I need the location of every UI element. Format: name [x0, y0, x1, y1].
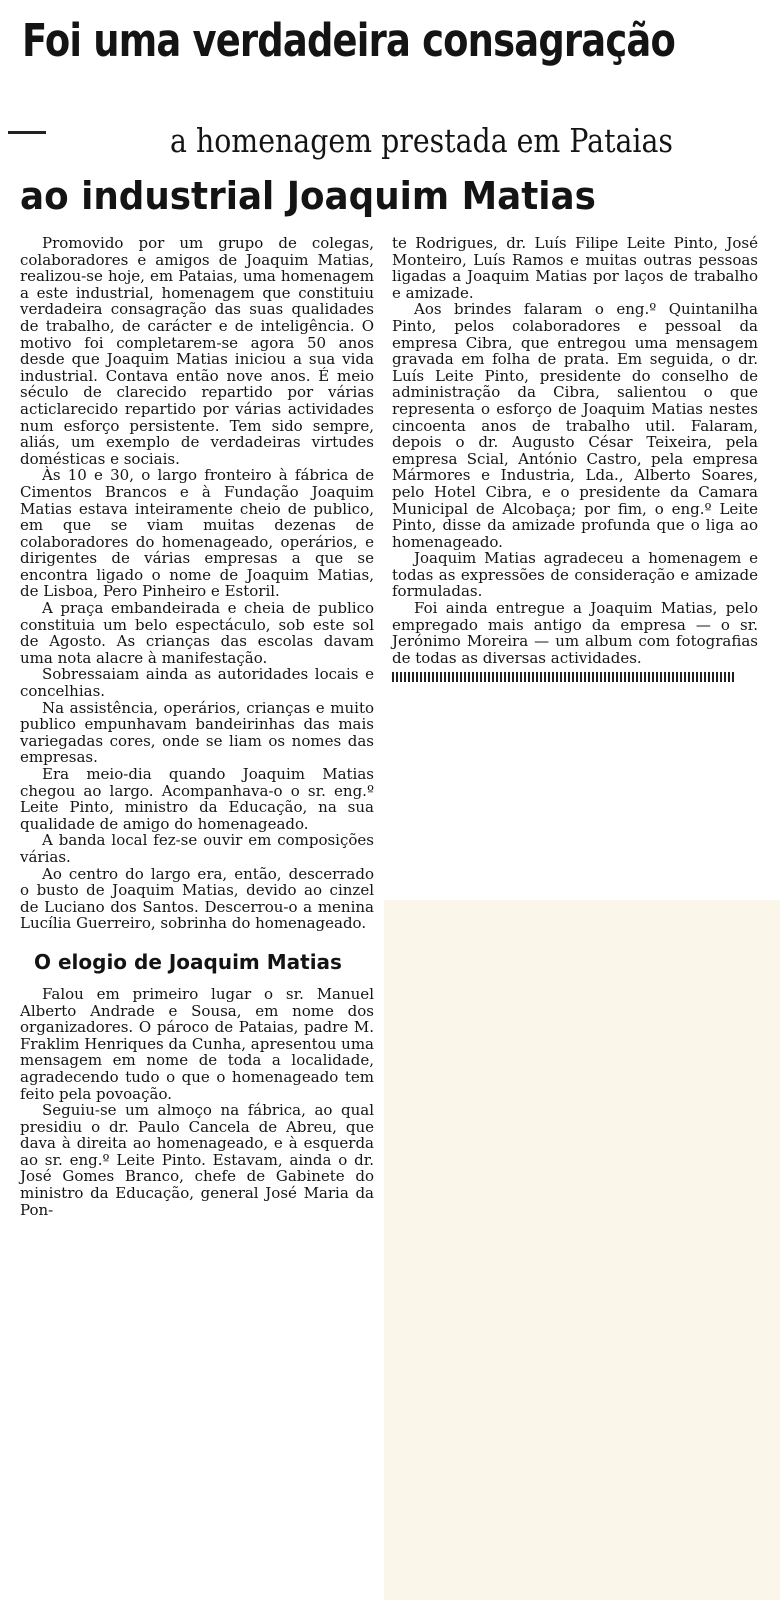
paragraph-continued: te Rodrigues, dr. Luís Filipe Leite Pinto, José Monteiro, Luís Ramos e muitas outras pessoas ligadas a Joaquim Matias por laços de trabalho e amizade.	[392, 234, 758, 302]
paragraph: Era meio-dia quando Joaquim Matias chegou ao largo. Acompanhava-o o sr. eng.º Leite Pinto, ministro da Educação, na sua qualidade de amigo do homenageado.	[20, 765, 374, 833]
subhead: ao industrial Joaquim Matias	[20, 174, 596, 218]
headline: Foi uma verdadeira consagração	[22, 14, 676, 67]
section-heading: O elogio de Joaquim Matias	[34, 949, 342, 974]
article-column-right	[392, 235, 758, 682]
paragraph: Falou em primeiro lugar o sr. Manuel Alberto Andrade e Sousa, em nome dos organizadores. O pároco de Pataias, padre M. Fraklim Henriques da Cunha, apresentou uma mensagem em nome de toda a localidade, agradecendo tudo o que o homenageado tem feito pela povoação.	[20, 984, 374, 1103]
kicker: a homenagem prestada em Pataias	[170, 121, 673, 160]
paragraph: A praça embandeirada e cheia de publico constituia um belo espectáculo, sob este sol de Agosto. As crianças das escolas davam uma nota alacre à manifestação.	[20, 599, 374, 667]
end-rule	[392, 672, 736, 682]
paragraph: Seguiu-se um almoço na fábrica, ao qual presidiu o dr. Paulo Cancela de Abreu, que dava à direita ao homenageado, e à esquerda ao sr. eng.º Leite Pinto. Estavam, ainda o dr. José Gomes Branco, chefe de Gabinete do ministro da Educação, general José Maria da Pon-	[20, 1101, 374, 1219]
paragraph: Às 10 e 30, o largo fronteiro à fábrica de Cimentos Brancos e à Fundação Joaquim Matias estava inteiramente cheio de publico, em que se viam muitas dezenas de colaboradores do homenageado, operários, e dirigentes de várias empresas a que se encontra ligado o nome de Joaquim Matias, de Lisboa, Pero Pinheiro e Estoril.	[20, 466, 374, 601]
margin-mark	[8, 131, 46, 134]
paragraph: Aos brindes falaram o eng.º Quintanilha Pinto, pelos colaboradores e pessoal da empresa Cibra, que entregou uma mensagem gravada em folha de prata. Em seguida, o dr. Luís Leite Pinto, presidente do conselho de administração da Cibra, salientou o que representa o esforço de Joaquim Matias nestes cincoenta anos de trabalho util. Falaram, depois o dr. Augusto César Teixeira, pela empresa Scial, António Castro, pela empresa Mármores e Industria, Lda., Alberto Soares, pelo Hotel Cibra, e o presidente da Camara Municipal de Alcobaça; por fim, o eng.º Leite Pinto, disse da amizade profunda que o liga ao homenageado.	[392, 300, 758, 551]
paragraph: Promovido por um grupo de colegas, colaboradores e amigos de Joaquim Matias, realizou-se hoje, em Pataias, uma homenagem a este industrial, homenagem que constituiu verdadeira consagração das suas qualidades de trabalho, de carácter e de inteligência. O motivo foi completarem-se agora 50 anos desde que Joaquim Matias iniciou a sua vida industrial. Contava então nove anos. É meio século de clarecido repartido por várias acticlarecido repartido por várias actividades num esforço persistente. Tem sido sempre, aliás, um exemplo de verdadeiras virtudes domésticas e sociais.	[20, 234, 374, 468]
paragraph: Na assistência, operários, crianças e muito publico empunhavam bandeirinhas das mais variegadas cores, onde se liam os nomes das empresas.	[20, 698, 374, 767]
paragraph: Joaquim Matias agradeceu a homenagem e todas as expressões de consideração e amizade formuladas.	[392, 549, 758, 601]
article-column-left	[20, 235, 374, 1218]
paragraph: Foi ainda entregue a Joaquim Matias, pelo empregado mais antigo da empresa — o sr. Jerónimo Moreira — um album com fotografias de todas as diversas actividades.	[392, 599, 758, 667]
paragraph: A banda local fez-se ouvir em composições várias.	[20, 831, 374, 866]
paragraph: Sobressaiam ainda as autoridades locais e concelhias.	[20, 665, 374, 701]
paragraph: Ao centro do largo era, então, descerrado o busto de Joaquim Matias, devido ao cinzel de Luciano dos Santos. Descerrou-o a menina Lucília Guerreiro, sobrinha do homenageado.	[20, 864, 374, 933]
